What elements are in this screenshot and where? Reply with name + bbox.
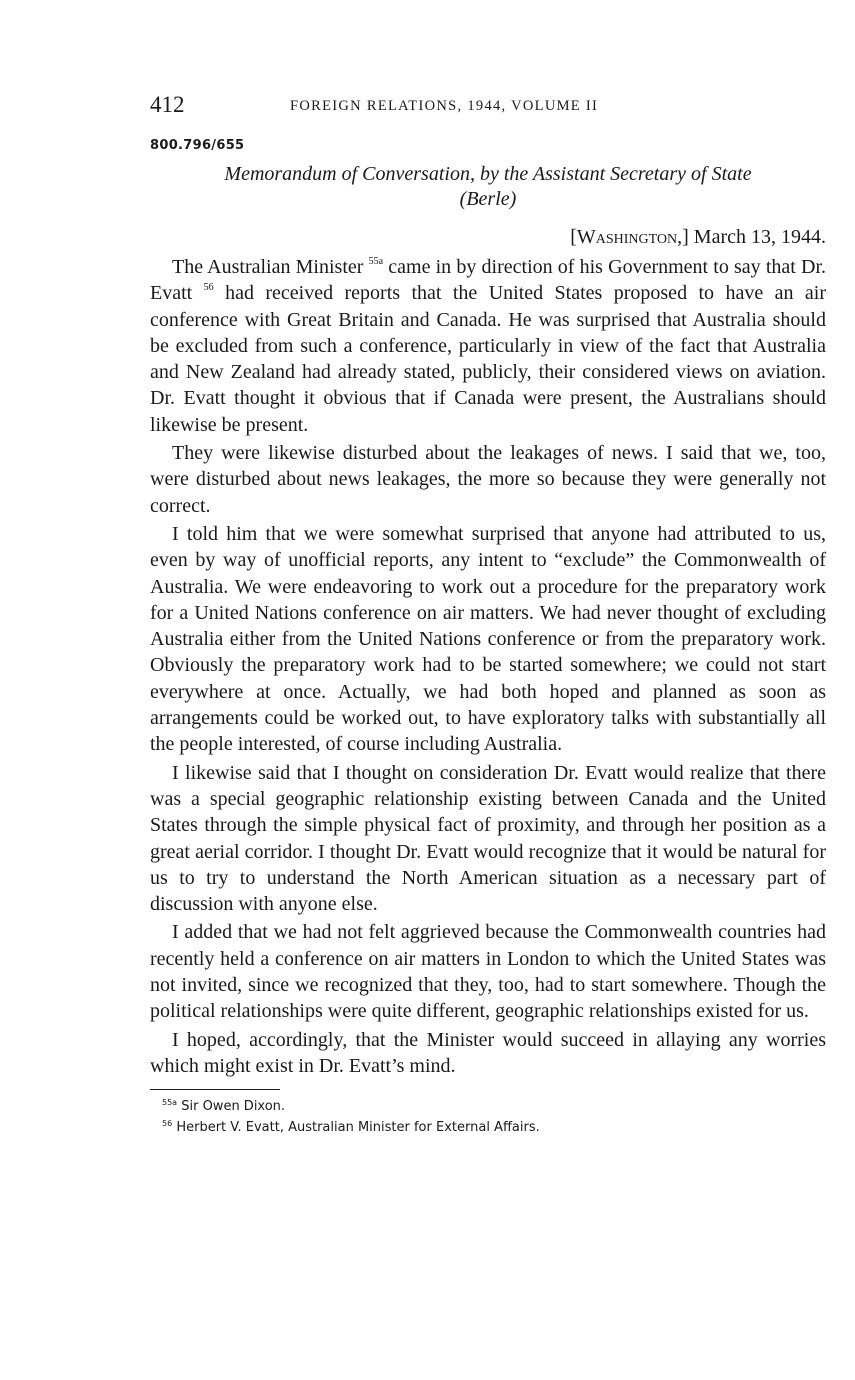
- page-number: 412: [150, 92, 185, 117]
- footnote-text: Sir Owen Dixon.: [181, 1099, 286, 1115]
- footnotes: [150, 1094, 826, 1136]
- paragraph-1-part-c: had received reports that the United States proposed to have an air conference with Great Britain and Canada. He was surprised that Australia should be excluded from such a conference, particularly in view of the fact that Australia and New Zealand had already stated, publicly, their considered views on aviation. Dr. Evatt thought it obvious that if Canada were present, the Australians should likewise be present.: [150, 282, 827, 436]
- paragraph-3: I told him that we were somewhat surprised that anyone had attributed to us, even by way of unofficial reports, any intent to “exclude” the Commonwealth of Australia. We were endeavoring to work out a procedure for the preparatory work for a United Nations conference on air matters. We had never thought of excluding Australia either from the United Nations conference or from the preparatory work. Obviously the preparatory work had to be started somewhere; we could not start everywhere at once. Actually, we had both hoped and planned as soon as arrangements could be worked out, to have exploratory talks with substantially all the people interested, of course including Australia.: [150, 522, 826, 756]
- dateline-date: March 13, 1944.: [693, 226, 826, 248]
- title-line-1: Memorandum of Conversation, by the Assistant Secretary of State: [224, 163, 752, 185]
- paragraph-1-part-b: came in by direction of his Government to say that Dr. Evatt: [150, 256, 827, 305]
- footnote: [150, 1094, 826, 1115]
- dateline-place: [Washington,]: [570, 226, 689, 248]
- footnote-mark: 56: [162, 1119, 173, 1129]
- running-head: FOREIGN RELATIONS, 1944, VOLUME II: [290, 98, 599, 114]
- title-line-2: (Berle): [459, 188, 517, 210]
- paragraph-6: I hoped, accordingly, that the Minister would succeed in allaying any worries which might exist in Dr. Evatt’s mind.: [150, 1028, 826, 1077]
- dateline: [150, 224, 826, 250]
- page-header: [150, 90, 826, 120]
- document-page: [150, 90, 826, 1136]
- paragraph-1-part-a: The Australian Minister: [172, 256, 364, 278]
- paragraph-2: They were likewise disturbed about the leakages of news. I said that we, too, were disturbed about news leakages, the more so because they were generally not correct.: [150, 442, 826, 517]
- footnote-ref-56: 56: [203, 282, 214, 294]
- document-title: [150, 162, 826, 212]
- footnote-divider: [150, 1089, 280, 1090]
- footnote-mark: 55a: [162, 1098, 178, 1108]
- file-reference: 800.796/655: [150, 138, 245, 153]
- footnote-ref-55a: 55a: [368, 256, 384, 267]
- paragraph-4: I likewise said that I thought on consideration Dr. Evatt would realize that there was a special geographic relationship existing between Canada and the United States through the simple physical fact of proximity, and through her position as a great aerial corridor. I thought Dr. Evatt would recognize that it would be natural for us to try to understand the North American situation as a necessary part of discussion with anyone else.: [150, 761, 826, 916]
- footnote-text: Herbert V. Evatt, Australian Minister for External Affairs.: [176, 1120, 540, 1136]
- paragraph-5: I added that we had not felt aggrieved because the Commonwealth countries had recently held a conference on air matters in London to which the United States was not invited, since we recognized that they, too, had to start somewhere. Though the political relationships were quite different, geographic relationships existed for us.: [150, 921, 826, 1023]
- paragraph-1: [150, 254, 826, 438]
- memo-body: [150, 254, 826, 1079]
- footnote: [150, 1115, 826, 1136]
